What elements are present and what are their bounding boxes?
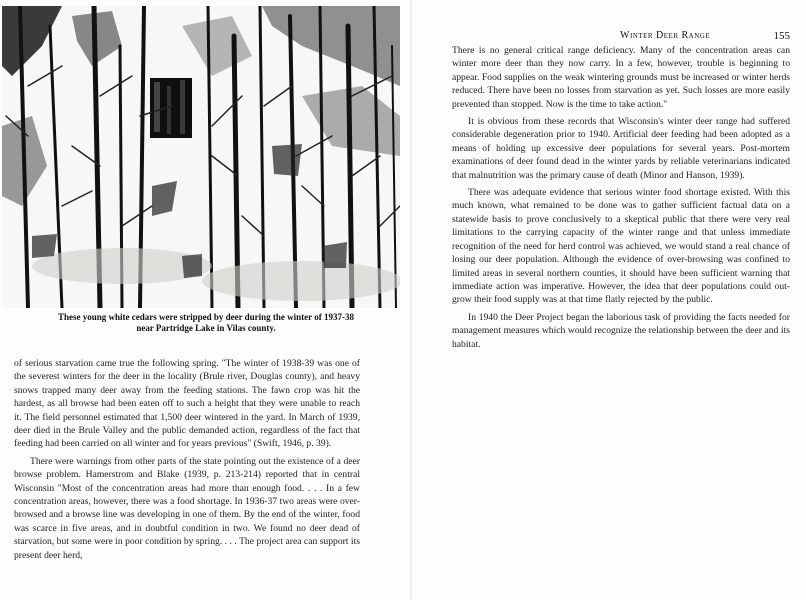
page-gutter — [410, 0, 412, 600]
right-paragraph-1: There is no general critical range deficiency. Many of the concentration areas can winter more deer than they now carry. In a few, however, trouble is beginning to appear. Food supplies on the weak wintering grounds must be increased or winter herds reduced. There have been no losses from starvation as yet. Such losses are more easily prevented than stopped. Now is the time to take action." — [452, 45, 790, 110]
left-paragraph-1: of serious starvation came true the following spring. "The winter of 1938-39 was one of the severest winters for the deer in the locality (Brule river, Douglas county), and heavy snows trapped many deer away from the feeding stations. The fawn crop was hit the hardest, as all browse had been eaten off to such a height that they were unable to reach it. The field personnel estimated that 1,500 deer wintered in the yard. In March of 1939, deer died in the Brule Valley and the public demanded action, regardless of the fact that feeding had been carried on all winter and for years previous" (Swift, 1946, p. 39). — [14, 358, 360, 450]
left-paragraph-2: There were warnings from other parts of the state pointing out the existence of a deer browse problem. Hamerstrom and Blake (1939, p. 213-214) reported that in central Wisconsin "Most of the concentration areas had more than enough food. . . . In a few concentration areas, however, there was a food shortage. In 1936-37 two areas were over-browsed and a browse line was developing in one of them. By the end of the winter, food was scarce in five areas, and in doubtful condition in two. We found no deer dead of starvation, but some were in poor condition by spring. . . . The project area can support its present deer herd, — [14, 455, 360, 561]
forest-photo — [2, 6, 400, 308]
caption-line-1: These young white cedars were stripped by deer during the winter of 1937-38 — [58, 312, 354, 322]
page-number: 155 — [773, 30, 790, 42]
running-head: Winter Deer Range — [620, 30, 711, 41]
right-paragraph-2: It is obvious from these records that Wisconsin's winter deer range had suffered considerable degeneration prior to 1940. Artificial deer feeding had been adopted as a means of holding up excessive deer populations for several years. Post-mortem examinations of deer found dead in the winter yards by reliable veterinarians indicated that malnutrition was the primary cause of death (Minor and Hanson, 1939). — [452, 116, 790, 181]
right-paragraph-4: In 1940 the Deer Project began the laborious task of providing the facts needed for management measures which would recognize the relationship between the deer and its habitat. — [452, 311, 790, 350]
left-page-text — [14, 357, 360, 566]
right-page-text — [452, 44, 790, 355]
right-paragraph-3: There was adequate evidence that serious winter food shortage existed. With this much known, what remained to be done was to gather sufficient factual data on a statewide basis to prove conclusively to a skeptical public that there were very real limitations to the carrying capacity of the winter range and that unless immediate recognition of the need for herd control was achieved, we would stand a real chance of losing our deer population. Although the evidence of over-browsing was confined to limited areas in several northern counties, it should have been sufficient warning that immediate action was imperative. However, the idea that deer populations could out-grow their food supply was at that time flatly rejected by the public. — [452, 187, 790, 306]
photo-caption — [6, 312, 406, 334]
forest-photo-image — [2, 6, 400, 308]
caption-line-2: near Partridge Lake in Vilas county. — [136, 323, 276, 333]
